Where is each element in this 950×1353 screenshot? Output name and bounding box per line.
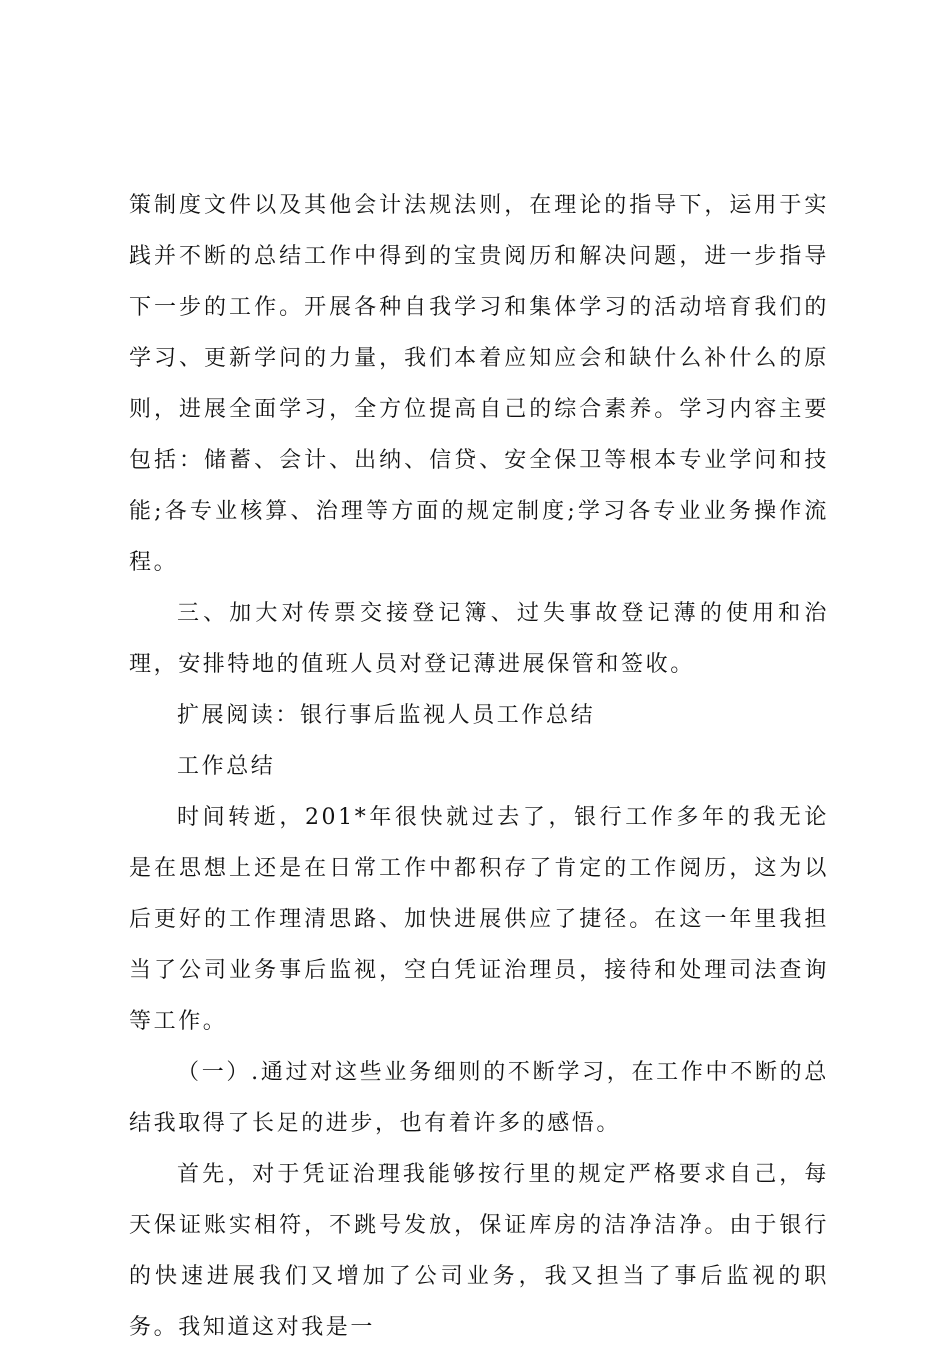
paragraph-point-three: 三、加大对传票交接登记簿、过失事故登记薄的使用和治理，安排特地的值班人员对登记薄进展保管和签收。 [129,601,829,677]
paragraph-intro-continuation: 策制度文件以及其他会计法规法则，在理论的指导下，运用于实践并不断的总结工作中得到的宝贵阅历和解决问题，进一步指导下一步的工作。开展各种自我学习和集体学习的活动培育我们的学习、更新学问的力量，我们本着应知应会和缺什么补什么的原则，进展全面学习，全方位提高自己的综合素养。学习内容主要包括：储蓄、会计、出纳、信贷、安全保卫等根本专业学问和技能;各专业核算、治理等方面的规定制度;学习各专业业务操作流程。 [129,193,829,575]
paragraph-section-one: （一）.通过对这些业务细则的不断学习，在工作中不断的总结我取得了长足的进步，也有着许多的感悟。 [129,1060,829,1136]
document-body [129,180,829,1353]
paragraph-extended-reading: 扩展阅读：银行事后监视人员工作总结 [177,703,596,728]
paragraph-summary-heading: 工作总结 [177,754,276,779]
paragraph-first-point: 首先，对于凭证治理我能够按行里的规定严格要求自己，每天保证账实相符，不跳号发放，保证库房的洁净洁净。由于银行的快速进展我们又增加了公司业务，我又担当了事后监视的职务。我知道这对我是一 [129,1162,829,1340]
paragraph-summary-intro: 时间转逝，201*年很快就过去了，银行工作多年的我无论是在思想上还是在日常工作中都积存了肯定的工作阅历，这为以后更好的工作理清思路、加快进展供应了捷径。在这一年里我担当了公司业务事后监视，空白凭证治理员，接待和处理司法查询等工作。 [129,805,829,1034]
